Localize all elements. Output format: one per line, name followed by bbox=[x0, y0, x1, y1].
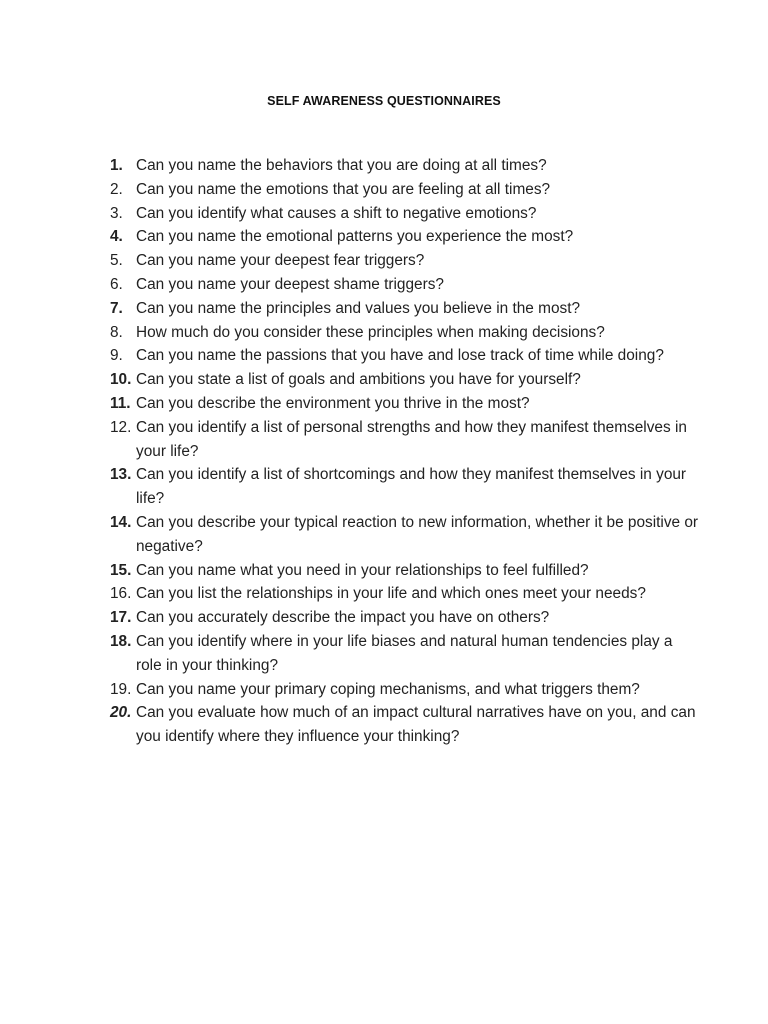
list-item bbox=[110, 321, 700, 345]
question-text: How much do you consider these principles when making decisions? bbox=[136, 323, 605, 341]
question-text: Can you name your deepest shame triggers? bbox=[136, 275, 444, 293]
question-text: Can you name the principles and values you believe in the most? bbox=[136, 299, 581, 317]
question-text: Can you name what you need in your relationships to feel fulfilled? bbox=[136, 561, 589, 579]
list-item bbox=[110, 416, 700, 464]
question-number: 18. bbox=[110, 632, 132, 650]
question-text: Can you state a list of goals and ambitions you have for yourself? bbox=[136, 371, 581, 389]
question-number: 11. bbox=[110, 394, 131, 412]
question-text: Can you name your primary coping mechanisms, and what triggers them? bbox=[136, 680, 640, 698]
question-number: 4. bbox=[110, 228, 123, 246]
list-item bbox=[110, 273, 700, 297]
question-text: Can you name the emotions that you are feeling at all times? bbox=[136, 180, 551, 198]
question-text: Can you name the behaviors that you are doing at all times? bbox=[136, 157, 547, 174]
list-item bbox=[110, 582, 700, 606]
list-item bbox=[110, 463, 700, 511]
list-item bbox=[110, 178, 700, 202]
question-list bbox=[110, 154, 700, 749]
page-title: SELF AWARENESS QUESTIONNAIRES bbox=[267, 94, 501, 108]
list-item bbox=[110, 368, 700, 392]
list-item bbox=[110, 297, 700, 321]
list-item bbox=[110, 154, 700, 178]
question-text: Can you name the passions that you have and lose track of time while doing? bbox=[136, 347, 664, 365]
question-text: Can you identify a list of shortcomings and how they manifest themselves in your life? bbox=[136, 466, 687, 508]
list-item bbox=[110, 225, 700, 249]
question-text: Can you identify a list of personal strengths and how they manifest themselves in your life? bbox=[136, 418, 687, 460]
question-number: 5. bbox=[110, 252, 123, 270]
question-text: Can you evaluate how much of an impact cultural narratives have on you, and can you identify where they influence your thinking? bbox=[136, 704, 696, 746]
list-item bbox=[110, 249, 700, 273]
question-number: 9. bbox=[110, 347, 123, 365]
list-item bbox=[110, 701, 700, 749]
list-item bbox=[110, 511, 700, 559]
question-text: Can you describe your typical reaction to new information, whether it be positive or negative? bbox=[136, 513, 699, 555]
question-text: Can you name the emotional patterns you experience the most? bbox=[136, 228, 574, 246]
list-item bbox=[110, 202, 700, 226]
question-number: 10. bbox=[110, 371, 132, 389]
question-number: 13. bbox=[110, 466, 132, 484]
question-number: 8. bbox=[110, 323, 123, 341]
question-number: 15. bbox=[110, 561, 132, 579]
question-text: Can you name your deepest fear triggers? bbox=[136, 252, 425, 270]
question-number: 12. bbox=[110, 418, 132, 436]
question-number: 14. bbox=[110, 513, 132, 531]
list-item bbox=[110, 559, 700, 583]
question-number: 17. bbox=[110, 609, 132, 627]
question-number: 7. bbox=[110, 299, 123, 317]
question-text: Can you accurately describe the impact you have on others? bbox=[136, 609, 550, 627]
question-text: Can you identify where in your life biases and natural human tendencies play a role in your thinking? bbox=[136, 632, 673, 674]
question-number: 20. bbox=[110, 704, 132, 722]
question-text: Can you identify what causes a shift to negative emotions? bbox=[136, 204, 537, 222]
question-number: 19. bbox=[110, 680, 132, 698]
list-item bbox=[110, 392, 700, 416]
list-item bbox=[110, 678, 700, 702]
question-text: Can you describe the environment you thrive in the most? bbox=[136, 394, 530, 412]
question-text: Can you list the relationships in your life and which ones meet your needs? bbox=[136, 585, 646, 603]
question-number: 2. bbox=[110, 180, 123, 198]
question-number: 16. bbox=[110, 585, 132, 603]
question-number: 1. bbox=[110, 157, 123, 174]
list-item bbox=[110, 606, 700, 630]
question-number: 6. bbox=[110, 275, 123, 293]
question-number: 3. bbox=[110, 204, 123, 222]
list-item bbox=[110, 344, 700, 368]
list-item bbox=[110, 630, 700, 678]
